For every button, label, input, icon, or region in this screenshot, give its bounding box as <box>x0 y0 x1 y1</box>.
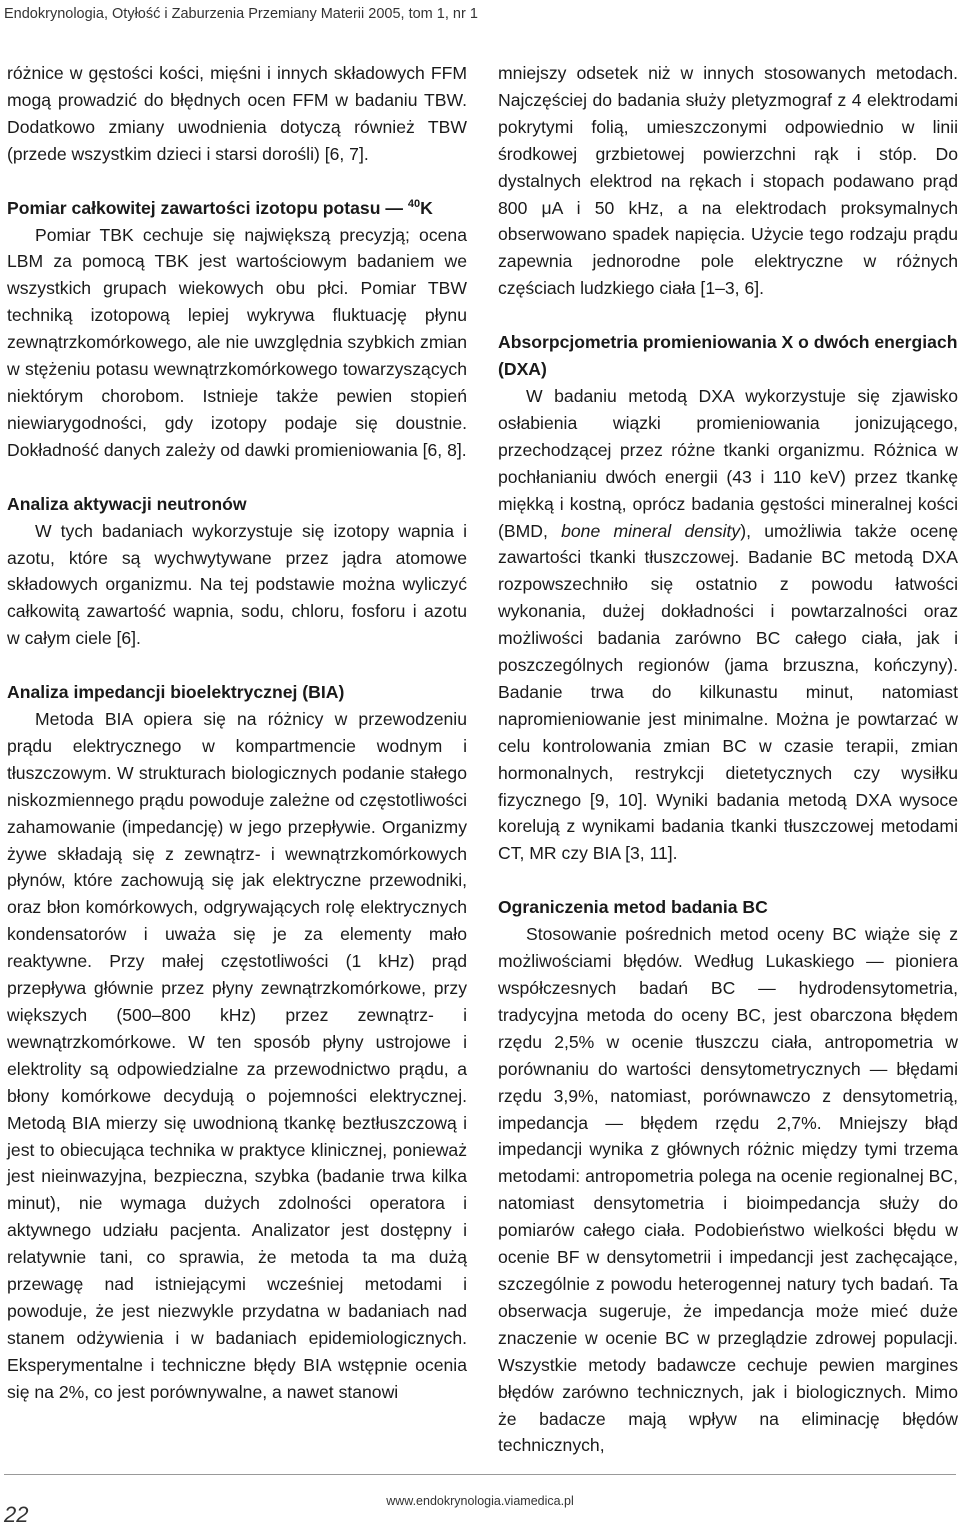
journal-header: Endokrynologia, Otyłość i Zaburzenia Przemiany Materii 2005, tom 1, nr 1 <box>4 6 478 22</box>
bia-continued-paragraph: mniejszy odsetek niż w innych stosowanych metodach. Najczęściej do badania służy pletyzmograf z 4 elektrodami pokrytymi folią, umieszczonymi odpowiednio w linii środkowej grzbietowej powierzchni rąk i stóp. Do dystalnych elektrod na rękach i stopach podawano prąd 800 μA i 50 kHz, a na elektrodach proksymalnych obserwowano spadek napięcia. Użycie tego rodzaju prądu zapewnia jednorodne pole elektryczne w różnych częściach ludzkiego ciała [1–3, 6]. <box>498 63 958 299</box>
bia-paragraph: Metoda BIA opiera się na różnicy w przewodzeniu prądu elektrycznego w kompartmencie wodnym i tłuszczowym. W strukturach biologicznych podanie stałego niskozmiennego prądu powoduje zależne od częstotliwości zahamowanie (impedancję) w jego przepływie. Organizmy żywe składają się z zewnątrz- i wewnątrzkomórkowych płynów, które zachowują się jak elektryczne przewodniki, oraz błon komórkowych, odgrywających rolę elektrycznych kondensatorów i uważa się je za elementy mało reaktywne. Przy małej częstotliwości (1 kHz) prąd przepływa głównie przez płyny zewnątrzkomórkowe, przy większych (500–800 kHz) przez zewnątrz- i wewnątrzkomórkowe. W ten sposób płyny ustrojowe i elektrolity są odpowiedzialne za przewodnictwo prądu, a błony komórkowe decydują o pojemności elektrycznej. Metodą BIA mierzy się uwodnioną tkankę beztłuszczową i jest to obiecująca technika w praktyce klinicznej, ponieważ jest nieinwazyjna, bezpieczna, szybka (badanie trwa kilka minut), nie wymaga dużych zdolności operatora i aktywnego udziału pacjenta. Analizator jest dostępny i relatywnie tani, co sprawia, że metoda ta ma dużą przewagę nad istniejącymi wcześniej metodami i powoduje, że jest niezwykle przydatna w badaniach nad stanem odżywienia i w badaniach epidemiologicznych. Eksperymentalne i techniczne błędy BIA wstępnie ocenia się na 2%, co jest porównywalne, a nawet stanowi <box>7 709 467 1402</box>
dxa-text-1: W badaniu metodą DXA wykorzystuje się zjawisko osłabienia wiązki promieniowania jonizującego, przechodzącej przez różne tkanki organizmu. Różnica w pochłanianiu dwóch energii (43 i 110 keV) przez tkankę miękką i kostną, oprócz badania gęstości mineralnej kości (BMD, <box>498 385 958 541</box>
page-number: 22 <box>4 1502 29 1527</box>
neutron-paragraph: W tych badaniach wykorzystuje się izotopy wapnia i azotu, które są wychwytywane przez jądra atomowe składowych organizmu. Na tej podstawie można wyliczyć całkowitą zawartość wapnia, sodu, chloru, fosforu i azotu w całym ciele [6]. <box>7 520 467 649</box>
potassium-heading <box>7 195 467 222</box>
neutron-heading: Analiza aktywacji neutronów <box>7 493 247 514</box>
left-column <box>7 60 467 1406</box>
potassium-paragraph: Pomiar TBK cechuje się największą precyzją; ocena LBM za pomocą TBK jest wartościowym badaniem we wszystkich grupach wiekowych obu płci. Pomiar TBW techniką izotopową lepiej wykrywa fluktuację płynu zewnątrzkomórkowego, ale nie uwzględnia szybkich zmian w stężeniu potasu wewnątrzkomórkowego towarzyszących niektórym chorobom. Istnieje także pewien stopień niewiarygodności, gdy izotopy podaje się doustnie. Dokładność danych zależy od dawki promieniowania [6, 8]. <box>7 224 467 460</box>
limits-heading: Ograniczenia metod badania BC <box>498 897 768 918</box>
dxa-heading: Absorpcjometria promieniowania X o dwóch energiach (DXA) <box>498 332 958 380</box>
dxa-italic-term: bone mineral density <box>561 520 741 541</box>
footer-divider <box>4 1474 956 1475</box>
limits-paragraph: Stosowanie pośrednich metod oceny BC wiąże się z możliwościami błędów. Według Lukaskiego — pioniera współczesnych badań BC — hydrodensytometria, tradycyjna metoda do oceny BC, jest obarczona błędem rzędu 2,5% w ocenie tłuszczu ciała, antropometria w porównaniu do wartości densytometrycznych — błędami rzędu 3,9%, natomiast, porównawczo z densytometrią, impedancja — błędem rzędu 2,7%. Mniejszy błąd impedancji wynika z głównych różnic między tymi trzema metodami: antropometria polega na ocenie regionalnej BC, natomiast densytometria i bioimpedancja służy do pomiarów całego ciała. Podobieństwo wielkości błędu w ocenie BF w densytometrii i impedancji jest zachęcające, szczególnie z powodu heterogennej natury tych badań. Ta obserwacja sugeruje, że impedancja może mieć duże znaczenie w ocenie BC w przeglądzie zdrowej populacji. Wszystkie metody badawcze cechuje pewien margines błędów zarówno technicznych, jak i biologicznych. Mimo że badacze mają wpływ na eliminację błędów technicznych, <box>498 924 958 1456</box>
right-column <box>498 60 958 1459</box>
potassium-heading-text: Pomiar całkowitej zawartości izotopu potasu — <box>7 197 403 218</box>
potassium-isotope-sup: 40 <box>407 197 421 210</box>
footer-url: www.endokrynologia.viamedica.pl <box>386 1494 574 1508</box>
dxa-paragraph <box>498 383 958 867</box>
dxa-text-2: ), umożliwia także ocenę zawartości tkanki tłuszczowej. Badanie BC metodą DXA rozpowszechniło się ostatnio z powodu łatwości wykonania, dużej dokładności i powtarzalności oraz możliwości badania zarówno BC całego ciała, jak i poszczególnych regionów (jama brzuszna, kończyny). Badanie trwa do kilkunastu minut, natomiast napromieniowanie jest minimalne. Można je powtarzać w celu kontrolowania zmian BC w czasie terapii, zmian hormonalnych, restrykcji dietetycznych czy wysiłku fizycznego [9, 10]. Wyniki badania metodą DXA wysoce korelują z wynikami badania tkanki tłuszczowej metodami CT, MR czy BIA [3, 11]. <box>498 520 958 864</box>
bia-heading: Analiza impedancji bioelektrycznej (BIA) <box>7 682 345 703</box>
potassium-symbol: K <box>420 197 433 218</box>
intro-paragraph: różnice w gęstości kości, mięśni i innych składowych FFM mogą prowadzić do błędnych ocen FFM w badaniu TBW. Dodatkowo zmiany uwodnienia dotyczą również TBW (przede wszystkim dzieci i starsi dorośli) [6, 7]. <box>7 63 467 164</box>
